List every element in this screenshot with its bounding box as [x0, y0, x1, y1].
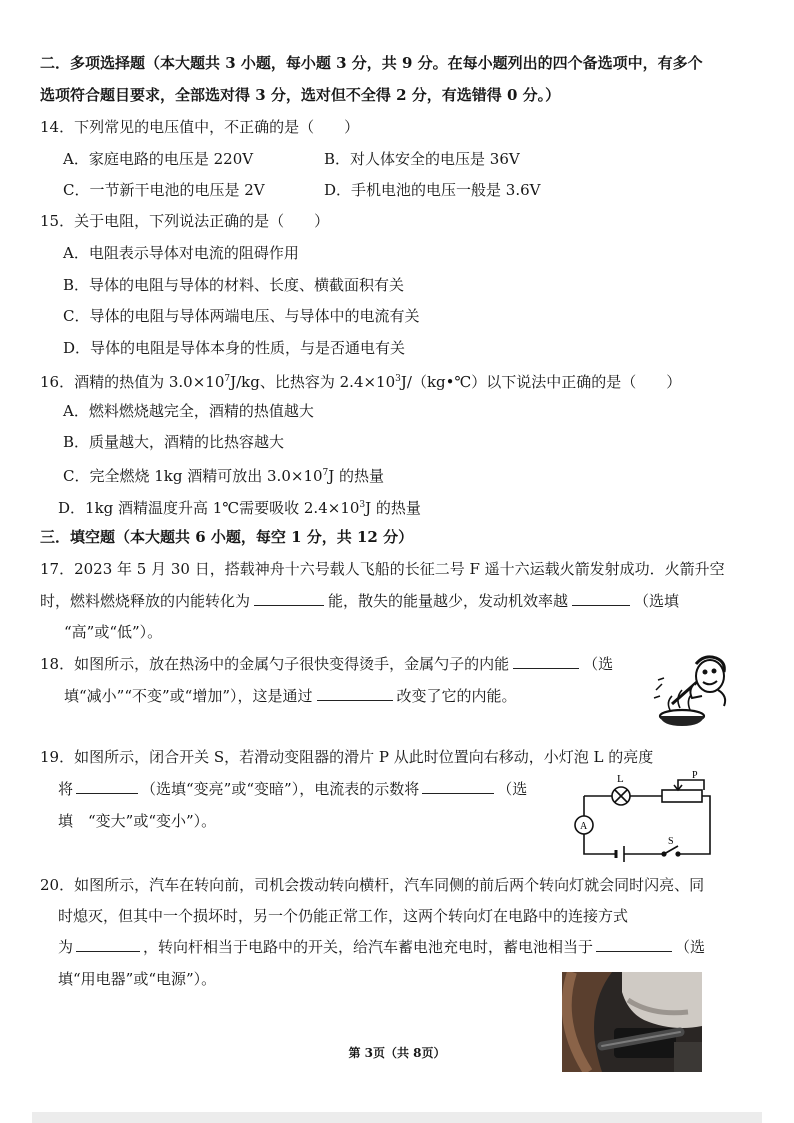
q20-line3-part1: 为: [58, 938, 74, 956]
q17-blank-2[interactable]: [572, 591, 630, 606]
q19-line2-part3: （选: [497, 780, 528, 798]
q16-option-a: A．燃料燃烧越完全，酒精的热值越大: [63, 402, 314, 420]
q16-option-c-part2: J 的热量: [328, 467, 385, 485]
q19-line1: 19．如图所示，闭合开关 S，若滑动变阻器的滑片 P 从此时位置向右移动，小灯泡 L 的亮度: [40, 748, 654, 766]
q20-line3-part3: （选: [675, 938, 706, 956]
q19-lamp-label: L: [617, 773, 624, 785]
q19-blank-1[interactable]: [76, 779, 138, 794]
q16-option-d-part2: J 的热量: [365, 499, 421, 517]
q19-line2-part1: 将: [58, 780, 74, 798]
q18-line1-part1: 18．如图所示，放在热汤中的金属勺子很快变得烫手，金属勺子的内能: [40, 655, 510, 673]
q20-blank-2[interactable]: [596, 937, 672, 952]
q16-stem-part2: J/kg、比热容为 2.4×10: [230, 373, 396, 391]
q19-slider-label: P: [692, 770, 698, 781]
q14-option-c: C．一节新干电池的电压是 2V: [63, 181, 265, 199]
q18-blank-1[interactable]: [513, 654, 579, 669]
section3-heading: 三．填空题（本大题共 6 小题，每空 1 分，共 12 分）: [40, 528, 414, 546]
q15-stem: 15．关于电阻，下列说法正确的是（ ）: [40, 212, 330, 230]
q16-stem-part3: J/（kg•℃）以下说法中正确的是（ ）: [400, 373, 682, 391]
q14-option-d: D．手机电池的电压一般是 3.6V: [324, 181, 541, 199]
q19-line3: 填 “变大”或“变小”）。: [58, 812, 217, 830]
q16-stem: [40, 369, 681, 392]
q16-option-d-part1: D．1kg 酒精温度升高 1℃需要吸收 2.4×10: [58, 499, 360, 517]
q15-option-b: B．导体的电阻与导体的材料、长度、横截面积有关: [63, 276, 405, 294]
q20-line4: 填“用电器”或“电源”）。: [58, 970, 217, 988]
q20-line2: 时熄灭，但其中一个损坏时，另一个仍能正常工作，这两个转向灯在电路中的连接方式: [58, 907, 629, 925]
q14-option-b: B．对人体安全的电压是 36V: [324, 150, 520, 168]
scan-bottom-band: [32, 1112, 762, 1123]
q17-line1: 17．2023 年 5 月 30 日，搭载神舟十六号载人飞船的长征二号 F 遥十六运载火箭发射成功．火箭升空: [40, 560, 725, 578]
q19-line2: [58, 779, 527, 799]
q20-line3: [58, 937, 705, 957]
q15-option-d: D．导体的电阻是导体本身的性质，与是否通电有关: [63, 339, 406, 357]
q17-line2-part1: 时，燃料燃烧释放的内能转化为: [40, 592, 251, 610]
q14-option-a: A．家庭电路的电压是 220V: [63, 150, 254, 168]
q16-option-c-part1: C．完全燃烧 1kg 酒精可放出 3.0×10: [63, 467, 323, 485]
q18-line2: [64, 686, 517, 706]
page-number: 第 3页（共 8页）: [348, 1046, 446, 1060]
q17-line2-part3: （选填: [634, 592, 680, 610]
q20-blank-1[interactable]: [76, 937, 140, 952]
q17-line3: “高”或“低”）。: [64, 623, 163, 641]
q16-stem-exponent2: 3: [395, 374, 401, 384]
q17-line2-part2: 能，散失的能量越少，发动机效率越: [328, 592, 569, 610]
q15-option-c: C．导体的电阻与导体两端电压、与导体中的电流有关: [63, 307, 420, 325]
q16-stem-exponent1: 7: [224, 374, 231, 384]
q18-line2-part1: 填“减小”“不变”或“增加”），这是通过: [64, 687, 313, 705]
q16-stem-part1: 16．酒精的热值为 3.0×10: [40, 373, 225, 391]
q16-option-c-exponent: 7: [322, 468, 329, 478]
q16-option-d-exponent: 3: [359, 500, 366, 510]
q16-option-b: B．质量越大，酒精的比热容越大: [63, 433, 285, 451]
section2-heading-line2: 选项符合题目要求，全部选对得 3 分，选对但不全得 2 分，有选错得 0 分。）: [40, 86, 561, 104]
q18-blank-2[interactable]: [317, 686, 393, 701]
q17-blank-1[interactable]: [254, 591, 324, 606]
q15-option-a: A．电阻表示导体对电流的阻碍作用: [63, 244, 299, 262]
q18-line1-part2: （选: [583, 655, 614, 673]
q14-stem: 14．下列常见的电压值中，不正确的是（ ）: [40, 118, 360, 136]
q16-option-c: [63, 463, 384, 486]
section2-heading-line1: 二．多项选择题（本大题共 3 小题，每小题 3 分，共 9 分。在每小题列出的四个备选项中，有多个: [40, 54, 703, 72]
q17-line2: [40, 591, 679, 611]
q18-line1: [40, 654, 613, 674]
q18-soup-spoon-figure: [648, 650, 732, 728]
q20-line3-part2: ，转向杆相当于电路中的开关，给汽车蓄电池充电时，蓄电池相当于: [143, 938, 594, 956]
q18-line2-part2: 改变了它的内能。: [396, 687, 517, 705]
q19-circuit-diagram: [568, 768, 718, 864]
q16-option-d: [58, 495, 421, 518]
q19-switch-label: S: [668, 836, 674, 847]
q19-ammeter-label: A: [580, 821, 588, 832]
q19-line2-part2: （选填“变亮”或“变暗”），电流表的示数将: [141, 780, 420, 798]
q20-line1: 20．如图所示，汽车在转向前，司机会拨动转向横杆，汽车同侧的前后两个转向灯就会同时闪亮、同: [40, 876, 705, 894]
q19-blank-2[interactable]: [422, 779, 494, 794]
